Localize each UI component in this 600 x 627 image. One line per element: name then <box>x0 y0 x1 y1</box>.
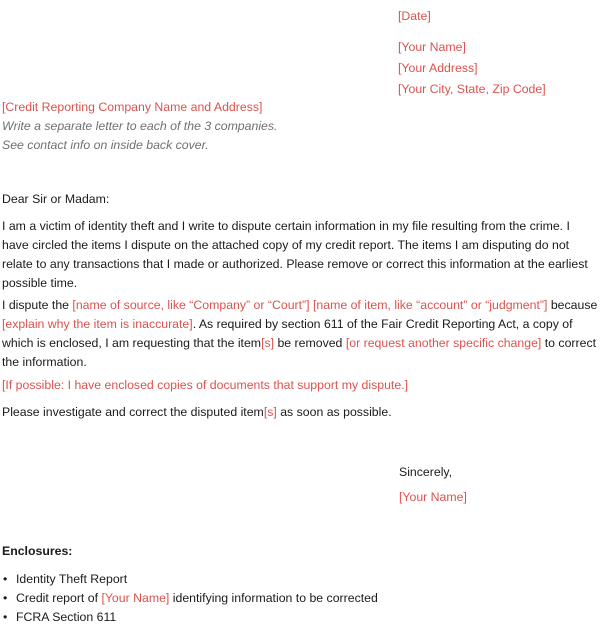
sender-name-placeholder: [Your Name] <box>398 40 466 54</box>
list-item <box>2 589 378 608</box>
sender-block <box>398 6 546 100</box>
bullet-icon: • <box>3 572 8 586</box>
specific-change-placeholder: [or request another specific change] <box>345 336 542 350</box>
enclosures-title: Enclosures: <box>2 544 73 558</box>
list-item <box>2 608 378 627</box>
item-name-placeholder: [name of item, like “account” or “judgment”] <box>312 298 548 312</box>
recipient-block <box>2 98 277 155</box>
enclosure-item-2-text-1: Credit report of <box>16 591 102 605</box>
salutation-text: Dear Sir or Madam: <box>2 192 110 206</box>
body-paragraph-3 <box>2 376 598 395</box>
body-paragraph-1 <box>2 217 598 293</box>
recipient-company-placeholder: [Credit Reporting Company Name and Address] <box>2 100 263 114</box>
enclosure-name-placeholder: [Your Name] <box>101 591 170 605</box>
date-placeholder: [Date] <box>398 9 431 23</box>
body-paragraph-4 <box>2 403 598 422</box>
paragraph-4-text-2: as soon as possible. <box>276 405 392 419</box>
spacer <box>398 27 546 37</box>
paragraph-2-text <box>2 296 598 372</box>
explanation-placeholder: [explain why the item is inaccurate] <box>2 317 193 331</box>
enclosure-item-3: FCRA Section 611 <box>16 610 117 624</box>
bullet-icon: • <box>3 610 8 624</box>
recipient-note-line1: Write a separate letter to each of the 3 companies. <box>2 119 278 133</box>
plural-s-placeholder-2: [s] <box>263 405 277 419</box>
paragraph-2-text-4: . As required by section 611 of the Fair Credit Reporting Act, a copy of which is enclosed, I am requesting that the item <box>2 317 573 350</box>
enclosed-documents-placeholder: [If possible: I have enclosed copies of documents that support my dispute.] <box>2 378 409 392</box>
bullet-icon: • <box>3 591 8 605</box>
signature-name-placeholder: [Your Name] <box>399 490 467 504</box>
source-name-placeholder: [name of source, like “Company” or “Court”] <box>72 298 310 312</box>
paragraph-2-text-6: to correct the information. <box>2 336 597 369</box>
recipient-note-line2: See contact info on inside back cover. <box>2 138 209 152</box>
paragraph-4-text <box>2 403 598 422</box>
list-item <box>2 570 378 589</box>
sender-address-placeholder: [Your Address] <box>398 61 478 75</box>
paragraph-2-text-5: be removed <box>274 336 346 350</box>
paragraph-2-text-3: because <box>547 298 598 312</box>
paragraph-4-text-1: Please investigate and correct the disputed item <box>2 405 264 419</box>
sender-city-state-zip-placeholder: [Your City, State, Zip Code] <box>398 82 546 96</box>
paragraph-1-text: I am a victim of identity theft and I write to dispute certain information in my file resulting from the crime. I have circled the items I dispute on the attached copy of my credit report. The items I am disputing do not relate to any transactions that I made or authorized. Please remove or correct this information at the earliest possible time. <box>2 219 588 290</box>
enclosure-item-2-text-2: identifying information to be corrected <box>169 591 378 605</box>
plural-s-placeholder: [s] <box>261 336 275 350</box>
enclosures-list <box>2 570 378 627</box>
closing-block <box>399 460 467 510</box>
body-paragraph-2 <box>2 296 598 372</box>
paragraph-2-text-1: I dispute the <box>2 298 73 312</box>
sincerely-text: Sincerely, <box>399 465 453 479</box>
salutation <box>2 190 598 209</box>
enclosure-item-1: Identity Theft Report <box>16 572 128 586</box>
